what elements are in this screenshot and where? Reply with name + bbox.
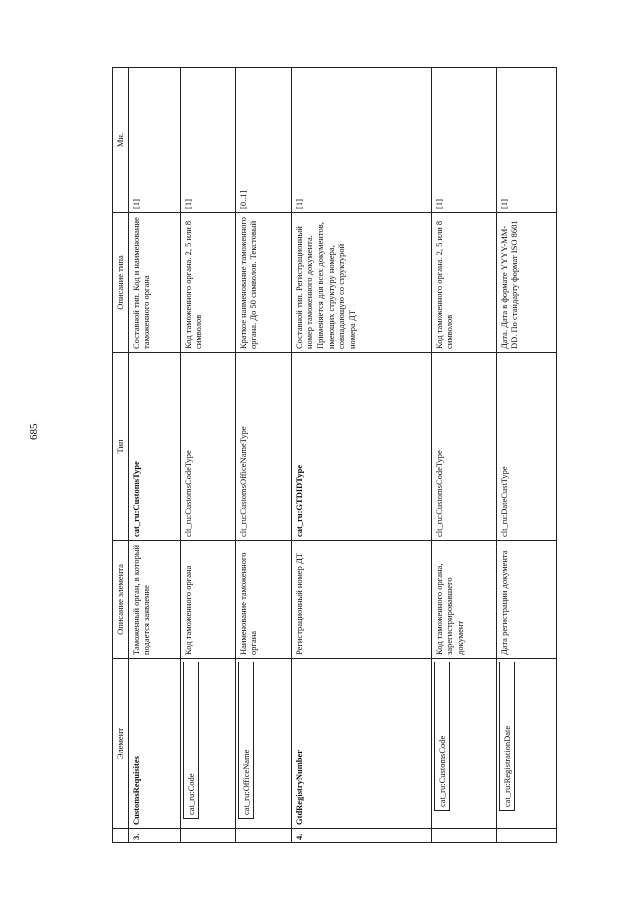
header-element: Элемент: [113, 659, 129, 829]
table-header-row: [113, 68, 129, 843]
type-name: cat_ru:CustomsType: [128, 353, 180, 541]
header-mult: Мн.: [113, 68, 129, 213]
element-description: Наименование таможенного органа: [235, 541, 291, 659]
page-number: 685: [28, 423, 40, 440]
type-description: Краткое наименование таможенного органа. До 50 символов. Текстовый: [235, 213, 291, 353]
element-name: cat_ru:CustomsCode: [434, 662, 451, 811]
header-num: [113, 829, 129, 843]
type-name: clt_ru:CustomsCodeType: [180, 353, 235, 541]
type-description: Составной тип. Регистрационный номер таможенного документа. Применяется для всех документов, имеющих структуру номера, совпадающую со структурой номера ДТ: [291, 213, 431, 353]
element-cell: [235, 659, 291, 829]
header-type-desc: Описание типа: [113, 213, 129, 353]
rotated-table-container: [112, 68, 542, 843]
header-type: Тип: [113, 353, 129, 541]
multiplicity: [1]: [431, 68, 496, 213]
element-cell: [431, 659, 496, 829]
header-element-desc: Описание элемента: [113, 541, 129, 659]
multiplicity: [1]: [496, 68, 556, 213]
element-cell: [180, 659, 235, 829]
type-description: Дата. Дата в формате YYYY-MM-DD. По стандарту формат ISO 8601: [496, 213, 556, 353]
table-row: [180, 68, 235, 843]
element-description: Регистрационный номер ДТ: [291, 541, 431, 659]
multiplicity: [1]: [180, 68, 235, 213]
table-row: [496, 68, 556, 843]
element-description: Таможенный орган, в который подается заявление: [128, 541, 180, 659]
element-name: cat_ru:RegistrationDate: [499, 662, 516, 811]
type-description: Составной тип. Код и наименование таможенного органа: [128, 213, 180, 353]
table-row: [431, 68, 496, 843]
element-description: Код таможенного органа: [180, 541, 235, 659]
type-name: cat_ru:GTDIDType: [291, 353, 431, 541]
row-number: 4.: [291, 829, 431, 843]
table-row: [128, 68, 180, 843]
type-name: clt_ru:CustomsOfficeNameType: [235, 353, 291, 541]
multiplicity: [1]: [128, 68, 180, 213]
element-name: CustomsRequisites: [128, 659, 180, 829]
multiplicity: [0..1]: [235, 68, 291, 213]
row-number: 3.: [128, 829, 180, 843]
element-name: cat_ru:Code: [183, 662, 200, 819]
table-row: [235, 68, 291, 843]
element-table: [112, 67, 557, 843]
element-cell: [496, 659, 556, 829]
element-name: cat_ru:OfficeName: [238, 662, 255, 819]
element-description: Код таможенного органа, зарегистрировавшего документ: [431, 541, 496, 659]
row-number: [180, 829, 235, 843]
type-name: clt_ru:DateCustType: [496, 353, 556, 541]
element-description: Дата регистрации документа: [496, 541, 556, 659]
row-number: [431, 829, 496, 843]
element-name: GtdRegistryNumber: [291, 659, 431, 829]
type-name: clt_ru:CustomsCodeType: [431, 353, 496, 541]
type-description: Код таможенного органа. 2, 5 или 8 символов: [431, 213, 496, 353]
type-description: Код таможенного органа. 2, 5 или 8 символов: [180, 213, 235, 353]
row-number: [235, 829, 291, 843]
row-number: [496, 829, 556, 843]
multiplicity: [1]: [291, 68, 431, 213]
table-row: [291, 68, 431, 843]
